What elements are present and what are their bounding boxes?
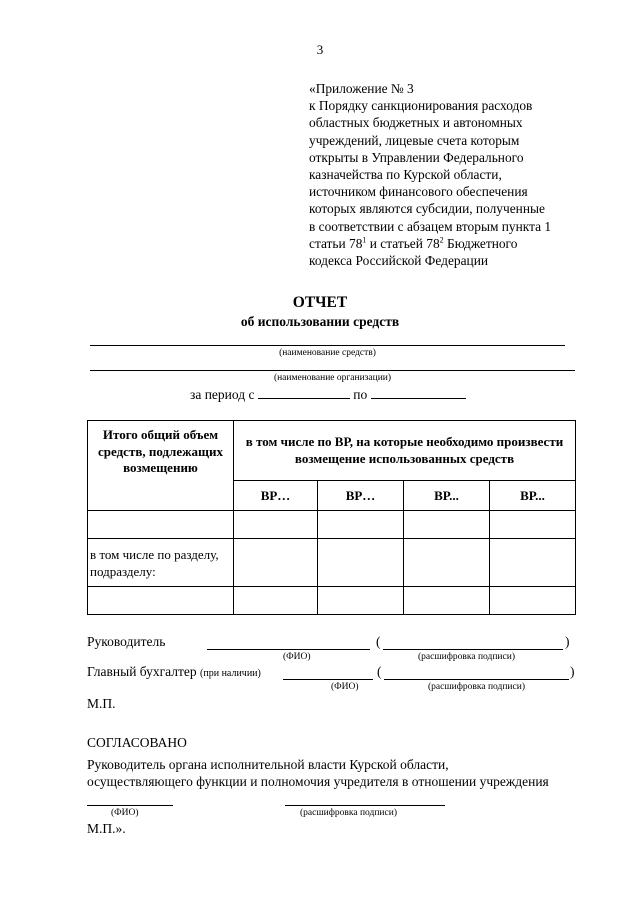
table-cell[interactable]	[318, 511, 404, 539]
table-cell[interactable]	[490, 511, 576, 539]
stamp-place: М.П.	[87, 696, 116, 711]
header-vr-group: в том числе по ВР, на которые необходимо произвести возмещение использованных средств	[234, 421, 576, 481]
funds-caption: (наименование средств)	[279, 348, 376, 358]
annex-line: «Приложение № 3	[309, 81, 414, 96]
annex-line-text: учреждений, лицевые счета которым	[309, 132, 520, 148]
period-to-label: по	[353, 387, 368, 402]
table-cell[interactable]	[404, 511, 490, 539]
chief-decode-line[interactable]	[384, 679, 569, 680]
approval-fio-caption: (ФИО)	[111, 808, 139, 818]
period-to-field[interactable]	[371, 386, 466, 399]
period-label: за период с	[190, 387, 255, 402]
chief-fio-caption: (ФИО)	[331, 682, 359, 692]
chief-fio-line[interactable]	[283, 679, 373, 680]
annex-sup: 1	[362, 235, 367, 245]
annex-line	[309, 183, 585, 200]
head-label: Руководитель	[87, 634, 166, 649]
table-cell[interactable]	[318, 587, 404, 615]
annex-line10-c: Бюджетного	[443, 235, 518, 251]
annex-line: кодекса Российской Федерации	[309, 253, 489, 269]
table-cell[interactable]	[88, 587, 234, 615]
approval-decode-line[interactable]	[285, 805, 445, 806]
period-from-field[interactable]	[258, 386, 350, 399]
head-fio-caption: (ФИО)	[283, 652, 311, 662]
table-cell[interactable]	[490, 587, 576, 615]
chief-paren-open: (	[377, 664, 382, 679]
annex-line	[309, 132, 585, 149]
table-cell[interactable]	[234, 511, 318, 539]
header-vr: ВР…	[318, 481, 404, 511]
header-vr: ВР...	[404, 481, 490, 511]
annex-line-text: источником финансового обеспечения	[309, 184, 528, 200]
annex-line	[309, 97, 585, 114]
approval-decode-caption: (расшифровка подписи)	[300, 808, 397, 818]
approval-text-2: осуществляющего функции и полномочия учредителя в отношении учреждения	[87, 774, 549, 789]
funds-name-line[interactable]	[90, 345, 565, 346]
annex-line	[309, 200, 585, 217]
page-number: 3	[316, 42, 324, 57]
annex-line	[309, 114, 585, 131]
org-name-line[interactable]	[90, 370, 575, 371]
annex-line-text: к Порядку санкционирования расходов	[309, 98, 533, 114]
table-cell[interactable]	[234, 587, 318, 615]
annex-line	[309, 235, 585, 252]
table-cell[interactable]	[404, 539, 490, 587]
head-decode-line[interactable]	[383, 649, 563, 650]
table-cell[interactable]	[234, 539, 318, 587]
head-fio-line[interactable]	[207, 649, 370, 650]
report-title: ОТЧЕТ	[292, 294, 348, 311]
annex-line-text: казначейства по Курской области,	[309, 167, 502, 183]
annex-line-text: которых являются субсидии, полученные	[309, 201, 545, 217]
approval-fio-line[interactable]	[87, 805, 173, 806]
annex-line	[309, 166, 585, 183]
annex-line10-b: и статьей 78	[366, 235, 440, 251]
table-cell[interactable]	[490, 539, 576, 587]
header-total-volume: Итого общий объем средств, подлежащих возмещению	[88, 421, 234, 511]
chief-decode-caption: (расшифровка подписи)	[428, 682, 525, 692]
annex-block	[309, 80, 585, 269]
approval-text-1: Руководитель органа исполнительной власти Курской области,	[87, 757, 449, 772]
approval-stamp-place: М.П.».	[87, 821, 126, 836]
annex-line: в соответствии с абзацем вторым пункта 1	[309, 218, 552, 234]
head-decode-caption: (расшифровка подписи)	[418, 652, 515, 662]
header-vr: ВР…	[234, 481, 318, 511]
head-paren-close: )	[565, 634, 570, 649]
report-table	[87, 420, 576, 615]
table-cell[interactable]	[404, 587, 490, 615]
head-paren-open: (	[376, 634, 381, 649]
row-label-section: в том числе по разделу, подразделу:	[88, 539, 234, 587]
table-cell[interactable]	[88, 511, 234, 539]
annex-line-text: областных бюджетных и автономных	[309, 115, 523, 131]
annex-line-text: открыты в Управлении Федерального	[309, 149, 524, 165]
annex-sup: 2	[439, 235, 444, 245]
report-subtitle: об использовании средств	[240, 314, 400, 329]
chief-paren-close: )	[570, 664, 575, 679]
chief-acc-row	[87, 664, 261, 680]
chief-acc-note: (при наличии)	[200, 668, 261, 679]
annex-line	[309, 149, 585, 166]
chief-acc-label: Главный бухгалтер	[87, 664, 197, 679]
period-row	[190, 386, 466, 403]
table-cell[interactable]	[318, 539, 404, 587]
header-vr: ВР...	[490, 481, 576, 511]
approval-title: СОГЛАСОВАНО	[87, 735, 187, 750]
annex-line10-a: статьи 78	[309, 235, 363, 251]
org-caption: (наименование организации)	[273, 373, 392, 383]
